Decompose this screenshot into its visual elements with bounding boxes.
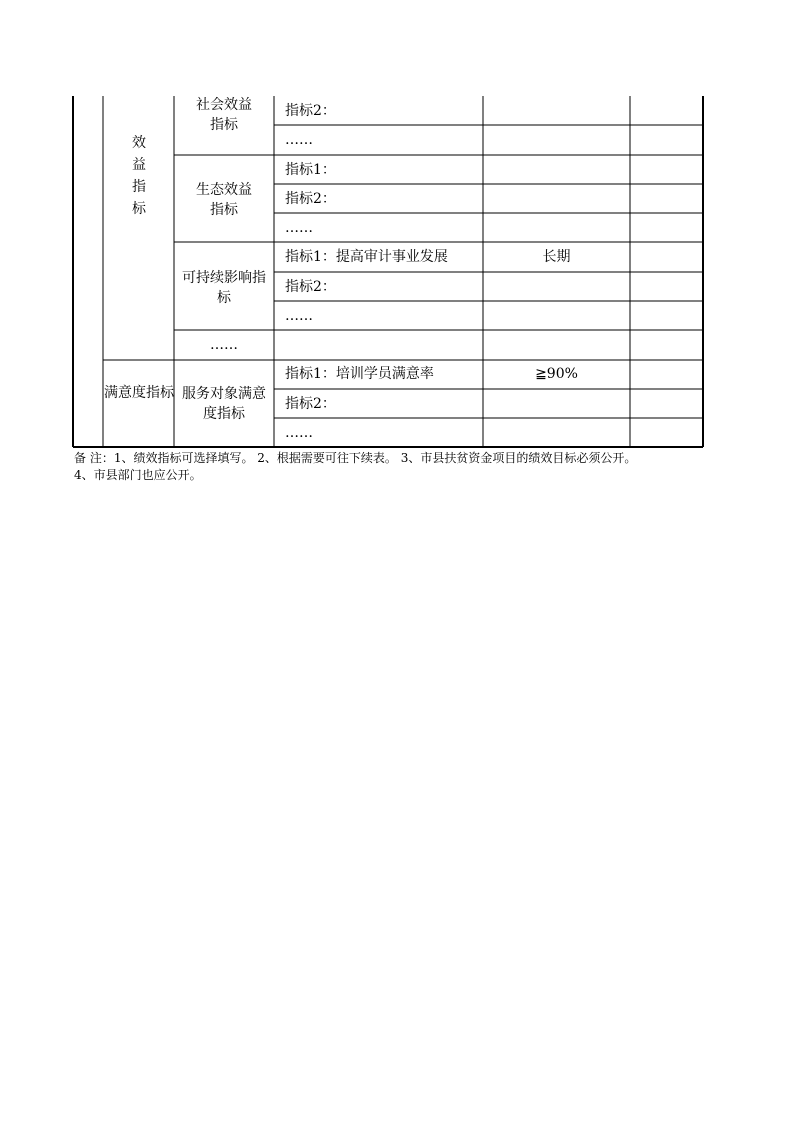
- footnote-line-2: 4、市县部门也应公开。: [74, 468, 202, 482]
- indicator-cell: 指标2：: [285, 191, 336, 207]
- group-satisfaction-label: 满意度指标: [104, 385, 174, 401]
- indicator-cell: 指标2：: [285, 279, 336, 295]
- footnote-line-1: 备 注：1、绩效指标可选择填写。 2、根据需要可往下续表。 3、市县扶贫资金项目的绩效目标必须公开。: [74, 451, 637, 465]
- group-benefit-char: 益: [132, 157, 146, 173]
- indicator-cell: 指标2：: [285, 396, 336, 412]
- indicator-cell: ……: [285, 308, 313, 324]
- subcategory-service: 服务对象满意度指标: [182, 386, 266, 422]
- indicator-cell: ……: [285, 220, 313, 236]
- group-benefit-char: 标: [132, 201, 146, 217]
- group-benefit-char: 效: [132, 135, 146, 151]
- indicator-cell: 指标1：提高审计事业发展: [285, 249, 448, 265]
- indicator-cell: ……: [285, 132, 313, 148]
- indicator-cell: 指标1：: [285, 162, 336, 178]
- indicator-cell: 指标1：培训学员满意率: [285, 366, 434, 382]
- subcategory-ellipsis: ……: [210, 337, 238, 353]
- indicator-cell: 指标2：: [285, 103, 336, 119]
- group-benefit-char: 指: [132, 179, 146, 195]
- value-cell: 长期: [542, 249, 571, 265]
- indicator-cell: ……: [285, 425, 313, 441]
- value-cell: ≧90%: [535, 366, 578, 382]
- subcategory-ecological: 生态效益指标: [196, 182, 252, 218]
- subcategory-sustainable: 可持续影响指标: [182, 270, 266, 306]
- group-benefit-label: [104, 132, 174, 220]
- subcategory-social: 社会效益指标: [196, 97, 252, 133]
